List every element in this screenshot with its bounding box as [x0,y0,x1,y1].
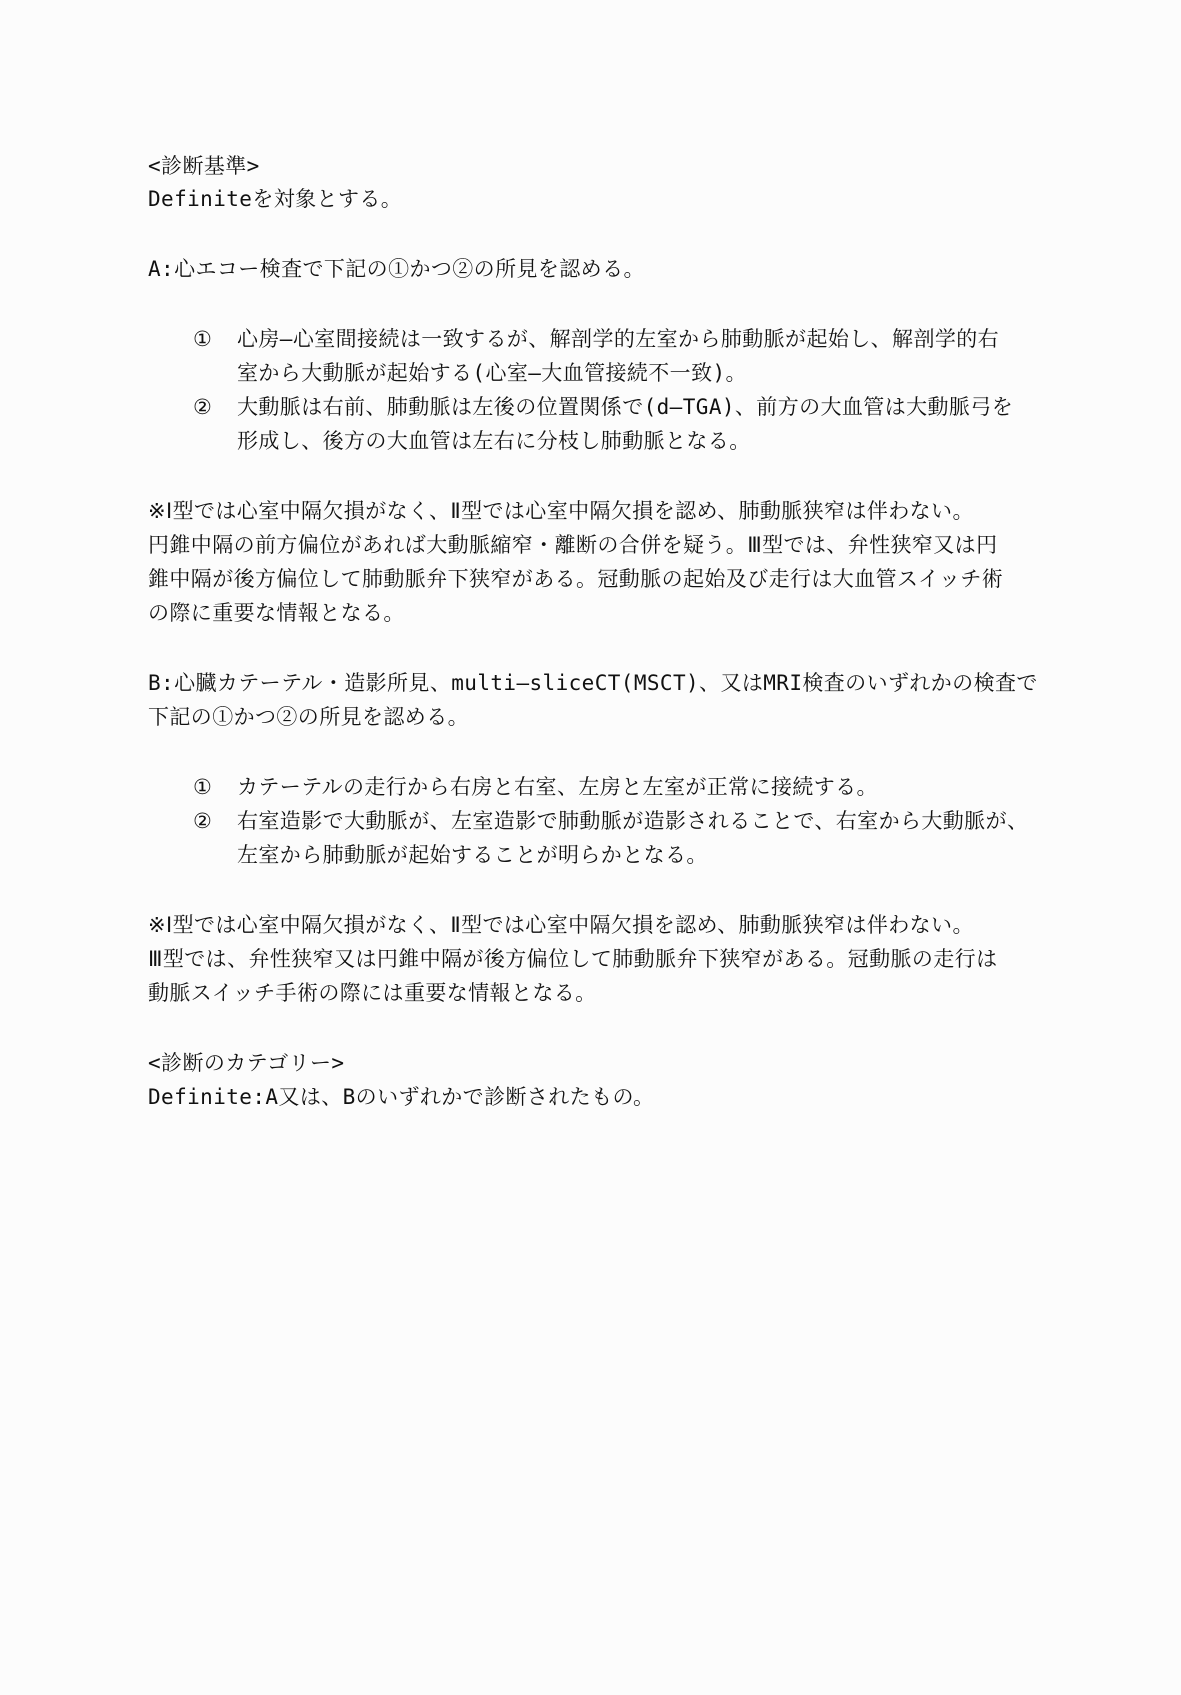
section-a-note-line-4: の際に重要な情報となる。 [148,601,405,625]
section-b-note-line-2: Ⅲ型では、弁性狭窄又は円錐中隔が後方偏位して肺動脈弁下狭窄がある。冠動脈の走行は [148,947,998,971]
section-a-item-2-line-2: 形成し、後方の大血管は左右に分枝し肺動脈となる。 [237,429,751,453]
section-b-item-2-line-2: 左室から肺動脈が起始することが明らかとなる。 [237,843,708,867]
section-a-item-1-marker: ① [193,327,212,351]
criteria-intro: Definiteを対象とする。 [148,187,403,211]
criteria-heading: <診断基準> [148,154,260,178]
section-b-item-1-marker: ① [193,775,212,799]
section-b-note-line-3: 動脈スイッチ手術の際には重要な情報となる。 [148,981,597,1005]
section-b-item-2-line-1: 右室造影で大動脈が、左室造影で肺動脈が造影されることで、右室から大動脈が、 [237,809,1029,833]
section-b-lead-line-2: 下記の①かつ②の所見を認める。 [148,705,469,729]
section-b-item-2-marker: ② [193,809,212,833]
section-b-note-line-1: ※Ⅰ型では心室中隔欠損がなく、Ⅱ型では心室中隔欠損を認め、肺動脈狭窄は伴わない。 [148,913,974,937]
section-a-note-line-1: ※Ⅰ型では心室中隔欠損がなく、Ⅱ型では心室中隔欠損を認め、肺動脈狭窄は伴わない。 [148,499,974,523]
section-a-note-line-2: 円錐中隔の前方偏位があれば大動脈縮窄・離断の合併を疑う。Ⅲ型では、弁性狭窄又は円 [148,533,998,557]
section-b-item-1-line-1: カテーテルの走行から右房と右室、左房と左室が正常に接続する。 [237,775,878,799]
section-a-item-2-line-1: 大動脈は右前、肺動脈は左後の位置関係で(d—TGA)、前方の大血管は大動脈弓を [237,395,1014,419]
section-a-item-1-line-2: 室から大動脈が起始する(心室—大血管接続不一致)。 [237,361,747,385]
category-text: Definite:A又は、Bのいずれかで診断されたもの。 [148,1085,655,1109]
category-heading: <診断のカテゴリー> [148,1051,345,1075]
section-a-item-1-line-1: 心房—心室間接続は一致するが、解剖学的左室から肺動脈が起始し、解剖学的右 [237,327,1000,351]
section-b-lead-line-1: B:心臓カテーテル・造影所見、multi—sliceCT(MSCT)、又はMRI検査のいずれかの検査で [148,671,1038,695]
section-a-lead: A:心エコー検査で下記の①かつ②の所見を認める。 [148,257,645,281]
section-a-note-line-3: 錐中隔が後方偏位して肺動脈弁下狭窄がある。冠動脈の起始及び走行は大血管スイッチ術 [148,567,1004,591]
section-a-item-2-marker: ② [193,395,212,419]
